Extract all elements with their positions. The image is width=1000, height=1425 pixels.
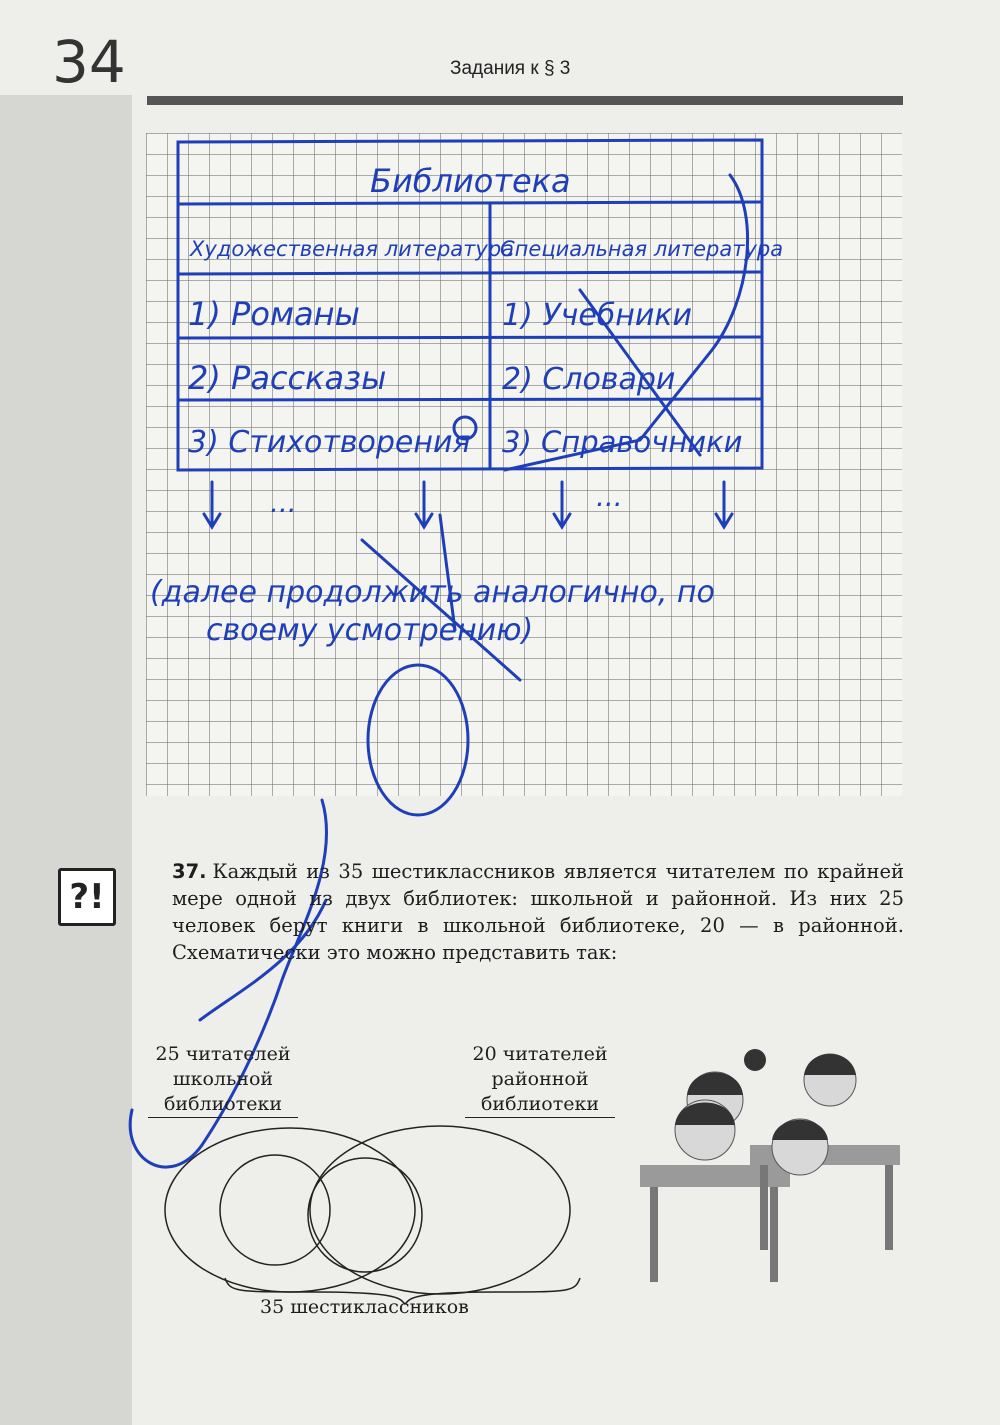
- page-number: 34: [52, 28, 126, 96]
- page-margin-strip: [0, 95, 132, 1425]
- cell-r3-c2: 3) Справочники: [502, 425, 743, 459]
- task-number: 37.: [172, 860, 207, 883]
- school-library-set: [165, 1128, 415, 1292]
- graph-paper-area: [146, 133, 902, 796]
- district-library-set: [310, 1126, 570, 1294]
- district-library-label: 20 читателей районной библиотеки: [465, 1042, 615, 1118]
- note-line-2: своему усмотрению): [206, 613, 534, 648]
- cell-r1-c2: 1) Учебники: [502, 298, 693, 333]
- cell-r3-c1: 3) Стихотворения: [188, 425, 471, 460]
- column-header-special: Специальная литература: [500, 237, 784, 261]
- table-title: Библиотека: [370, 162, 571, 200]
- think-badge: ?!: [58, 868, 116, 926]
- total-students-label: 35 шестиклассников: [260, 1296, 469, 1318]
- header-rule: [147, 96, 903, 105]
- cell-r1-c1: 1) Романы: [188, 295, 360, 333]
- district-readers-circle: [308, 1158, 422, 1272]
- cell-r2-c1: 2) Рассказы: [188, 359, 387, 397]
- ellipsis-left: ...: [270, 486, 297, 519]
- task-text: Каждый из 35 шестиклассников является читателем по крайней мере одной из двух библиотек: школьной и районной. Из них 25 человек берут книги в школьной библиотеке, 20 — в районной. Схематически это можно представить так:: [172, 860, 904, 964]
- task-37: [172, 858, 904, 966]
- note-line-1: (далее продолжить аналогично, по: [150, 575, 715, 610]
- school-library-label: 25 читателей школьной библиотеки: [148, 1042, 298, 1118]
- school-readers-circle: [220, 1155, 330, 1265]
- column-header-fiction: Художественная литература: [190, 237, 515, 261]
- section-title: Задания к § 3: [450, 58, 571, 79]
- ellipsis-right: ...: [596, 480, 623, 513]
- cell-r2-c2: 2) Словари: [502, 362, 676, 397]
- students-at-desks-illustration: [620, 1035, 910, 1305]
